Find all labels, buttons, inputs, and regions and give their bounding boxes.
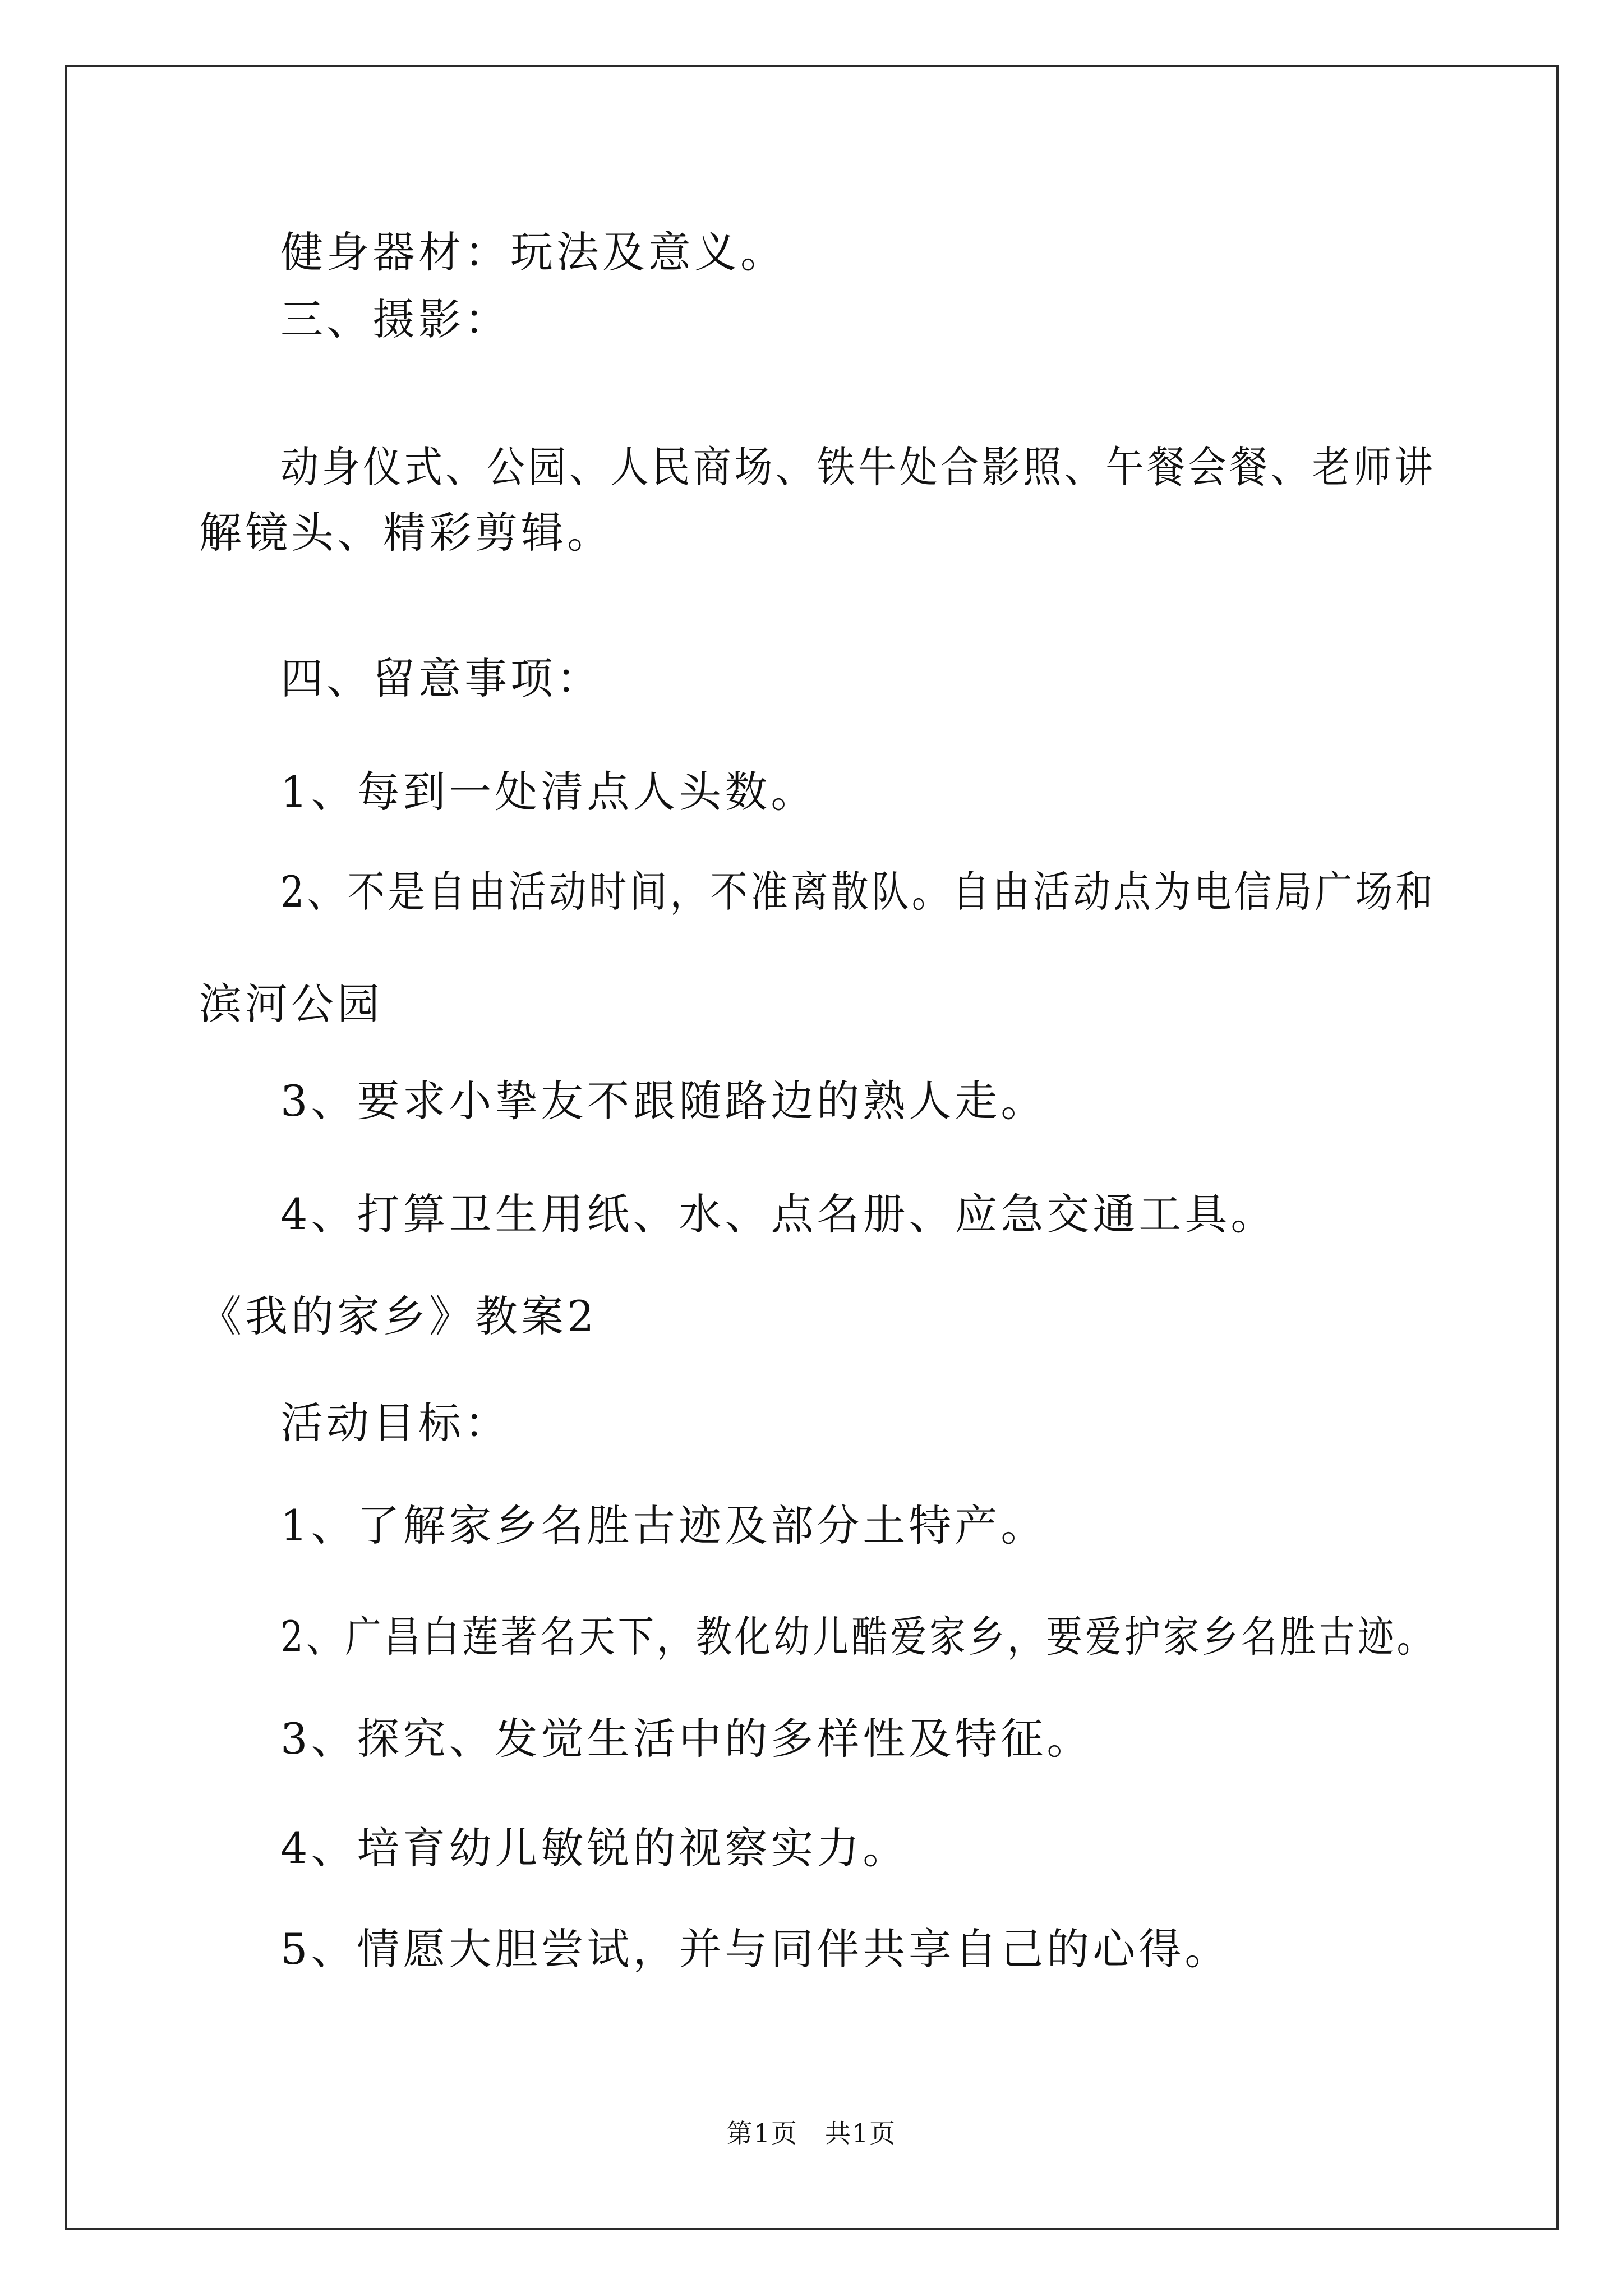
section-heading: 四、留意事项： xyxy=(280,654,602,703)
list-item: 5、情愿大胆尝试，并与同伴共享自己的心得。 xyxy=(280,1924,1231,1974)
paragraph-line: 动身仪式、公园、人民商场、铁牛处合影照、午餐会餐、老师讲 xyxy=(280,442,1436,492)
paragraph-line: 滨河公园 xyxy=(199,979,383,1029)
list-item: 3、探究、发觉生活中的多样性及特征。 xyxy=(280,1714,1093,1764)
document-title: 《我的家乡》教案2 xyxy=(199,1291,598,1341)
section-heading: 三、摄影： xyxy=(280,295,510,344)
section-heading: 活动目标： xyxy=(280,1398,510,1448)
list-item: 1、了解家乡名胜古迹及部分土特产。 xyxy=(280,1501,1047,1550)
list-item: 2、广昌白莲著名天下，教化幼儿酷爱家乡，要爱护家乡名胜古迹。 xyxy=(280,1612,1436,1662)
list-item: 4、打算卫生用纸、水、点名册、应急交通工具。 xyxy=(280,1189,1277,1239)
paragraph-line: 解镜头、精彩剪辑。 xyxy=(199,508,613,558)
page-footer: 第1页 共1页 xyxy=(726,2118,897,2148)
list-item: 3、要求小挚友不跟随路边的熟人走。 xyxy=(280,1076,1047,1126)
paragraph-line: 健身器材：玩法及意义。 xyxy=(280,227,786,277)
list-item: 4、培育幼儿敏锐的视察实力。 xyxy=(280,1823,909,1873)
list-item: 2、不是自由活动时间，不准离散队。自由活动点为电信局广场和 xyxy=(280,867,1436,917)
list-item: 1、每到一处清点人头数。 xyxy=(280,767,817,817)
